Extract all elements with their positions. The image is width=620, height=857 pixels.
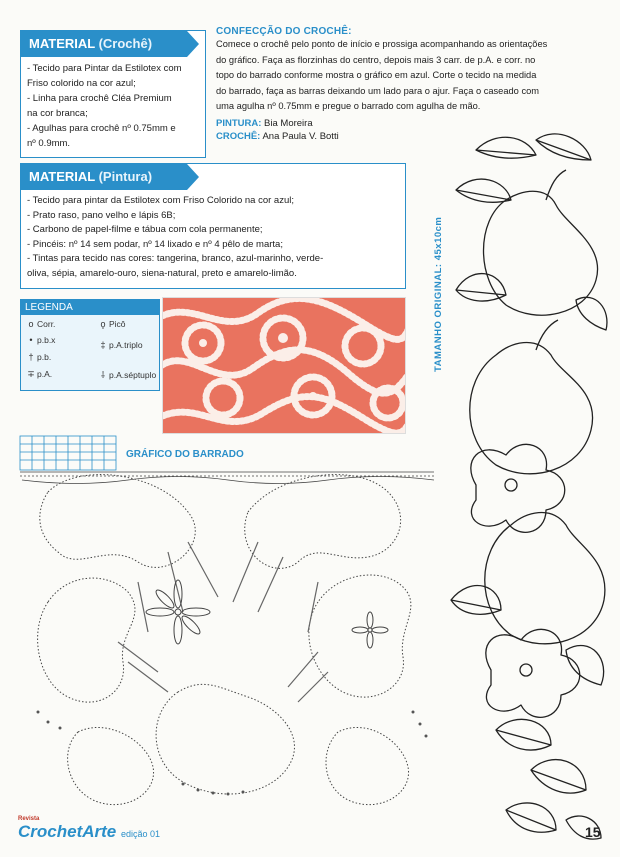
- pintura-value: Bia Moreira: [264, 117, 313, 129]
- legend-item-pbx: [25, 335, 55, 345]
- legend-label: p.A.séptuplo: [109, 370, 157, 380]
- pico-symbol: ϙ: [100, 319, 106, 329]
- text-line: do gráfico. Faça as florzinhas do centro, depois mais 3 carr. de p.A. e corr. no: [216, 54, 536, 65]
- edition-label: edição 01: [120, 829, 161, 839]
- material-croche-subtitle: (Crochê): [98, 36, 153, 51]
- legend-label: p.A.triplo: [109, 340, 143, 350]
- legend-item-pa-septuplo: [97, 368, 156, 381]
- material-croche-list: [21, 57, 205, 155]
- list-item: - Carbono de papel-filme e tábua com cola permanente;: [27, 224, 263, 235]
- confeccao-section: [216, 26, 606, 143]
- legend-item-pa-triplo: [97, 340, 143, 350]
- pa-triplo-symbol: ‡: [100, 340, 106, 350]
- brand-pre: Revista: [18, 816, 40, 822]
- list-item: - Tecido para Pintar da Estilotex com: [27, 63, 182, 74]
- crochet-chart-diagram: [18, 432, 436, 816]
- list-item: - Prato raso, pano velho e lápis 6B;: [27, 209, 176, 221]
- legend-label: Picô: [109, 319, 126, 329]
- legend-label: p.b.x: [37, 335, 56, 345]
- tamanho-label: TAMANHO ORIGINAL: 45x10cm: [433, 216, 444, 372]
- corr-symbol: o: [28, 319, 34, 329]
- confeccao-text: [216, 37, 606, 115]
- legend-box: [20, 299, 160, 391]
- pear-line-art: [436, 130, 612, 850]
- legend-item-pb: [25, 352, 51, 362]
- list-item: - Pincéis: nº 14 sem podar, nº 14 lixado e nº 4 pêlo de marta;: [27, 238, 283, 250]
- material-pintura-header: [21, 164, 187, 190]
- list-item: Friso colorido na cor azul;: [27, 78, 136, 89]
- material-pintura-subtitle: (Pintura): [98, 169, 153, 184]
- confeccao-title: CONFECÇÃO DO CROCHÊ:: [216, 26, 352, 37]
- crochet-chart: [18, 432, 436, 816]
- pa-septuplo-symbol: ⸸: [100, 370, 106, 380]
- text-line: Comece o crochê pelo ponto de início e prossiga acompanhando as orientações: [216, 39, 548, 49]
- list-item: - Agulhas para crochê nº 0.75mm e: [27, 123, 176, 134]
- pb-symbol: †: [28, 352, 34, 362]
- brand-name: CrochetArte: [18, 822, 117, 841]
- list-item: - Tintas para tecido nas cores: tangerina, branco, azul-marinho, verde-: [27, 253, 324, 264]
- pbx-symbol: •: [29, 335, 33, 345]
- legend-item-corr: [25, 319, 55, 329]
- legend-label: p.b.: [37, 352, 52, 362]
- grafico-title: GRÁFICO DO BARRADO: [126, 449, 244, 460]
- legend-item-pico: [97, 319, 126, 329]
- list-item: oliva, sépia, amarelo-ouro, siena-natural, preto e amarelo-limão.: [27, 267, 297, 279]
- lace-photo: [162, 297, 406, 434]
- legend-title: LEGENDA: [21, 300, 159, 315]
- list-item: - Linha para crochê Cléa Premium: [27, 93, 172, 104]
- text-line: topo do barrado conforme mostra o gráfico em azul. Corte o tecido na medida: [216, 70, 537, 80]
- text-line: uma agulha nº 0.75mm e pregue o barrado com agulha de mão.: [216, 101, 481, 111]
- text-line: do barrado, faça as barras deixando um lado para o ajur. Faça o caseado com: [216, 85, 540, 96]
- lace-photo-image: [163, 298, 405, 433]
- material-pintura-title: MATERIAL: [29, 169, 95, 184]
- legend-label: Corr.: [37, 319, 56, 329]
- footer-brand: [18, 816, 160, 842]
- pintura-label: PINTURA:: [216, 117, 262, 129]
- page-number: 15: [585, 824, 601, 840]
- list-item: - Tecido para pintar da Estilotex com Friso Colorido na cor azul;: [27, 195, 295, 206]
- material-croche-title: MATERIAL: [29, 36, 95, 51]
- material-croche-box: [20, 30, 206, 158]
- croche-value: Ana Paula V. Botti: [262, 130, 339, 142]
- pa-symbol: ∓: [27, 369, 35, 379]
- croche-label: CROCHÊ:: [216, 130, 261, 142]
- legend-item-pa: [25, 369, 52, 380]
- material-pintura-list: [21, 190, 405, 285]
- list-item: nº 0.9mm.: [27, 138, 71, 149]
- pear-drawing: [436, 130, 612, 850]
- pintura-credit: [216, 117, 606, 130]
- legend-label: p.A.: [37, 369, 53, 379]
- material-croche-header: [21, 31, 187, 57]
- list-item: na cor branca;: [27, 108, 88, 119]
- material-pintura-box: [20, 163, 406, 289]
